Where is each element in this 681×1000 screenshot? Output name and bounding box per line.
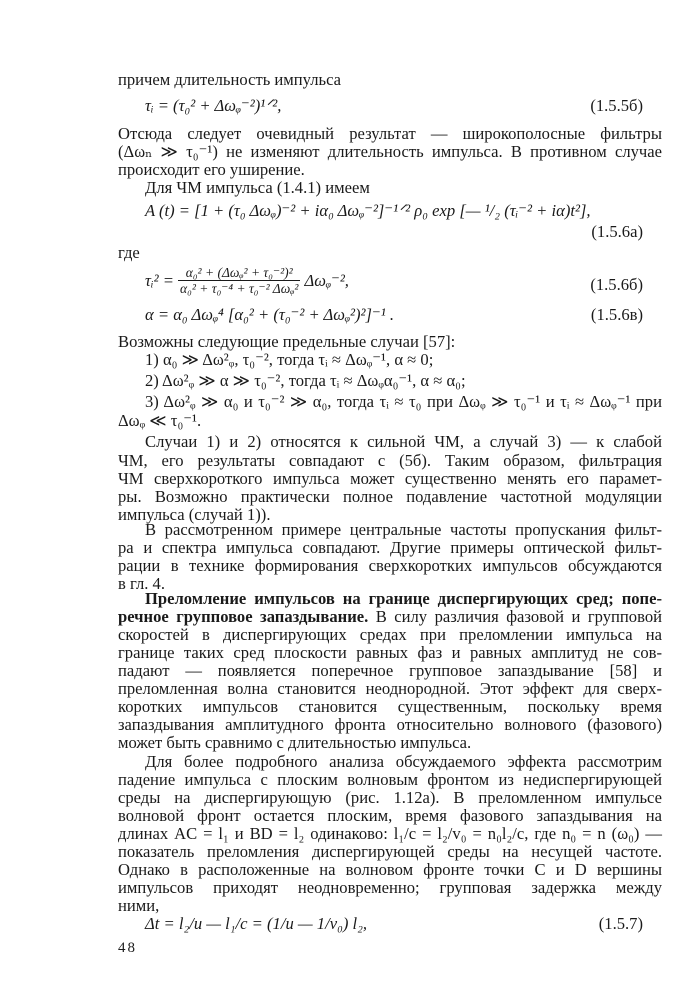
text-line: в гл. 4. [118, 574, 165, 593]
text-line: скоростей в диспергирующих средах при преломлении импульса на [118, 625, 662, 644]
text-line: Отсюда следует очевидный результат — широкополосные фильтры [118, 124, 662, 143]
equation-number: (1.5.6б) [590, 275, 643, 294]
text-line: среды на диспергирующую (рис. 1.12а). В преломленном импульсе [118, 788, 662, 807]
text-line: Для ЧМ импульса (1.4.1) имеем [145, 178, 370, 197]
text-line: может быть сравнимо с длительностью импульса. [118, 733, 472, 752]
text-line: Для более подробного анализа обсуждаемого эффекта рассмотрим [145, 752, 662, 771]
equation-body: Δt = l₂/u — l₁/c = (1/u — 1/v₀) l₂, [145, 914, 368, 933]
text-line: Случаи 1) и 2) относятся к сильной ЧМ, а случай 3) — к слабой [145, 432, 662, 451]
section-heading: Преломление импульсов на границе диспергирующих сред; попе- [145, 589, 662, 608]
text-line: причем длительность импульса [118, 70, 342, 89]
text-line: (Δωₙ ≫ τ₀⁻¹) не изменяют длительность импульса. В противном случае [118, 142, 662, 161]
text-line: рации в технике формирования сверхкоротких импульсов обсуждаются [118, 556, 662, 575]
text-line: Однако в расположенные на волновом фронте точки C и D вершины [118, 860, 662, 879]
text-line: импульсов приходят неодновременно; групповая задержка между [118, 878, 662, 897]
equation-1-5-6v [145, 305, 662, 325]
text-line: где [118, 243, 140, 262]
case-item: 3) Δω²ᵩ ≫ α₀ и τ₀⁻² ≫ α₀, тогда τᵢ ≈ τ₀ при Δωᵩ ≫ τ₀⁻¹ и τᵢ ≈ Δωᵩ⁻¹ при [145, 392, 662, 411]
page-number: 48 [118, 940, 137, 956]
equation-body: τᵢ = (τ₀² + Δωᵩ⁻²)¹ᐟ², [145, 96, 282, 115]
text-line: ры. Возможно практически полное подавление частотной модуляции [118, 487, 662, 506]
text-line: показатель преломления диспергирующей среды на несущей частоте. [118, 842, 662, 861]
text-line: преломленная волна становится неоднородной. Этот эффект для сверх- [118, 679, 662, 698]
text-line: падение импульса с плоским волновым фронтом из недиспергирующей [118, 770, 662, 789]
text-line: длинах AC = l₁ и BD = l₂ одинаково: l₁/c = l₂/v₀ = n₀l₂/c, где n₀ = n (ω₀) — [118, 824, 662, 843]
fraction-numerator: α₀² + (Δωᵩ² + τ₀⁻²)² [178, 265, 300, 281]
equation-1-5-6a [145, 201, 662, 221]
text-line: ЧМ, его результаты совпадают с (5б). Таким образом, фильтрация [118, 451, 662, 470]
text-line: падают — появляется поперечное групповое запаздывание [58] и [118, 661, 662, 680]
text-line: Δωᵩ ≪ τ₀⁻¹. [118, 411, 202, 430]
equation-number: (1.5.6а) [591, 222, 643, 241]
equation-fraction [178, 265, 300, 296]
text-line [118, 607, 662, 627]
text-line: запаздывания амплитудного фронта относительно волнового (фазового) [118, 715, 662, 734]
equation-1-5-7 [145, 914, 662, 934]
text-line: В рассмотренном примере центральные частоты пропускания фильт- [145, 520, 662, 539]
text-line: происходит его уширение. [118, 160, 305, 179]
equation-number: (1.5.5б) [590, 96, 643, 115]
equation-number: (1.5.6в) [590, 305, 643, 324]
equation-1-5-5b [145, 96, 662, 116]
text-line: ра и спектра импульса совпадают. Другие примеры оптической фильт- [118, 538, 662, 557]
text-line: ними, [118, 896, 160, 915]
text-line: Возможны следующие предельные случаи [57]: [118, 332, 456, 351]
equation-body: A (t) = [1 + (τ₀ Δωᵩ)⁻² + iα₀ Δωᵩ⁻²]⁻¹ᐟ² ρ₀ exp [— ¹/₂ (τᵢ⁻² + iα)t²], [145, 201, 591, 220]
text-line: импульса (случай 1)). [118, 505, 271, 524]
text-line: границе таких сред плоскости равных фаз и равных амплитуд не сов- [118, 643, 662, 662]
text-line: коротких импульсов становится существенным, поскольку время [118, 697, 662, 716]
equation-1-5-6b [145, 265, 662, 305]
equation-body: α = α₀ Δωᵩ⁴ [α₀² + (τ₀⁻² + Δωᵩ²)²]⁻¹ . [145, 305, 395, 324]
case-item: 2) Δω²ᵩ ≫ α ≫ τ₀⁻², тогда τᵢ ≈ Δωᵩα₀⁻¹, α ≈ α₀; [145, 371, 466, 390]
text-line: ЧМ сверхкороткого импульса может существенно менять его парамет- [118, 469, 662, 488]
text-line: волновой фронт остается плоским, время фазового запаздывания на [118, 806, 662, 825]
section-heading-continuation: речное групповое запаздывание. [118, 607, 369, 626]
equation-lhs: τᵢ² = [145, 270, 174, 290]
equation-rhs: Δωᵩ⁻², [304, 270, 349, 290]
case-item: 1) α₀ ≫ Δω²ᵩ, τ₀⁻², тогда τᵢ ≈ Δωᵩ⁻¹, α ≈ 0; [145, 350, 434, 369]
text-span: В силу различия фазовой и групповой [368, 607, 662, 626]
equation-number: (1.5.7) [598, 914, 643, 933]
fraction-denominator: α₀² + τ₀⁻⁴ + τ₀⁻² Δωᵩ² [180, 281, 299, 296]
